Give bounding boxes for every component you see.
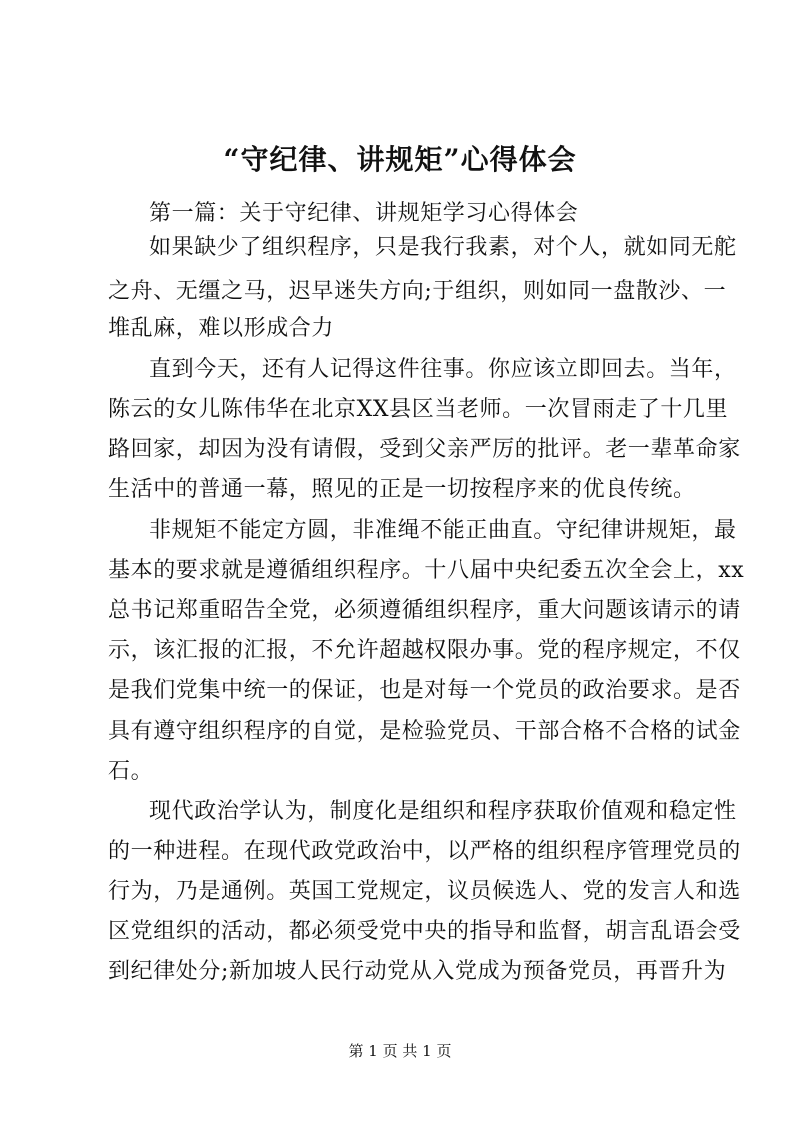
paragraph-line: 行为，乃是通例。英国工党规定，议员候选人、党的发言人和选 <box>108 879 741 904</box>
paragraph-line: 非规矩不能定方圆，非准绳不能正曲直。守纪律讲规矩，最 <box>149 518 737 543</box>
paragraph-line: 堆乱麻，难以形成合力 <box>108 316 335 341</box>
paragraph-line: 直到今天，还有人记得这件往事。你应该立即回去。当年， <box>149 357 737 382</box>
paragraph-line: 陈云的女儿陈伟华在北京XX县区当老师。一次冒雨走了十几里 <box>108 397 729 422</box>
paragraph-line: 现代政治学认为，制度化是组织和程序获取价值观和稳定性 <box>149 799 737 824</box>
paragraph-line: 生活中的普通一幕，照见的正是一切按程序来的优良传统。 <box>108 477 696 502</box>
paragraph-line: 石。 <box>108 759 154 784</box>
paragraph-line: 的一种进程。在现代政党政治中，以严格的组织程序管理党员的 <box>108 839 741 864</box>
paragraph-line: 之舟、无缰之马，迟早迷失方向;于组织，则如同一盘散沙、一 <box>108 279 727 304</box>
paragraph-line: 区党组织的活动，都必须受党中央的指导和监督，胡言乱语会受 <box>108 919 741 944</box>
paragraph-line: 路回家，却因为没有请假，受到父亲严厉的批评。老一辈革命家 <box>108 437 741 462</box>
paragraph-line: 到纪律处分;新加坡人民行动党从入党成为预备党员，再晋升为 <box>108 959 727 984</box>
section-heading: 第一篇：关于守纪律、讲规矩学习心得体会 <box>149 201 579 226</box>
paragraph-line: 示，该汇报的汇报，不允许超越权限办事。党的程序规定，不仅 <box>108 638 741 663</box>
paragraph-line: 是我们党集中统一的保证，也是对每一个党员的政治要求。是否 <box>108 678 741 703</box>
document-title: “守纪律、讲规矩”心得体会 <box>223 143 577 176</box>
paragraph-line: 具有遵守组织程序的自觉，是检验党员、干部合格不合格的试金 <box>108 719 741 744</box>
page-number-footer: 第 1 页 共 1 页 <box>348 1042 452 1060</box>
paragraph-line: 基本的要求就是遵循组织程序。十八届中央纪委五次全会上，xx <box>108 558 745 583</box>
paragraph-line: 如果缺少了组织程序，只是我行我素，对个人，就如同无舵 <box>149 235 737 260</box>
paragraph-line: 总书记郑重昭告全党，必须遵循组织程序，重大问题该请示的请 <box>108 598 741 623</box>
